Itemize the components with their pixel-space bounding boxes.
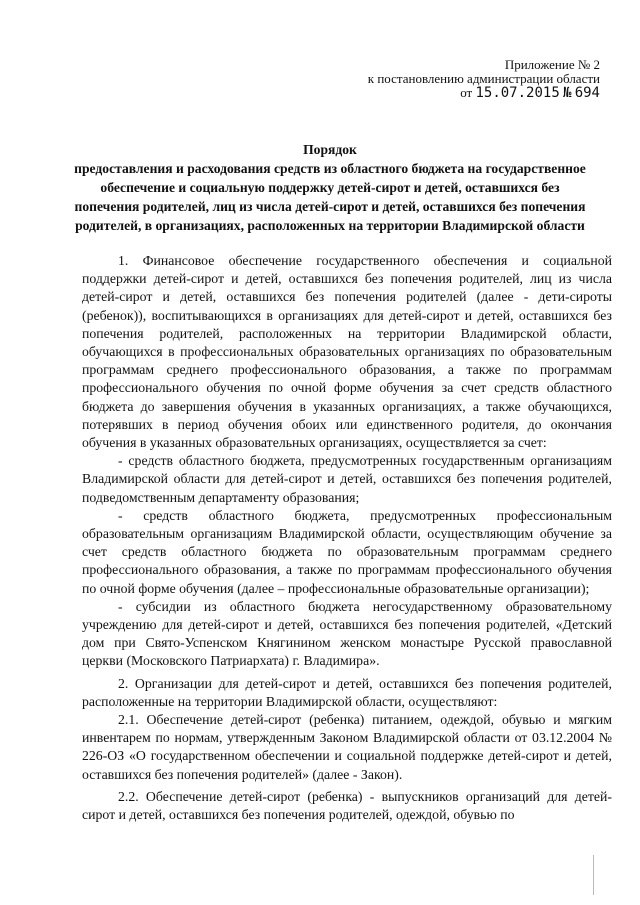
appendix-number: 694 <box>574 85 600 101</box>
appendix-header <box>368 58 600 100</box>
title-line2: предоставления и расходования средств из областного бюджета на государственное обеспечение и социальную поддержку детей-сирот и детей, оставшихся без попечения родителей, лиц из числа детей-сирот и детей, оставшихся без попечения родителей, в организациях, расположенных на территории Владимирской области <box>74 161 586 233</box>
paragraph: - средств областного бюджета, предусмотренных государственным организациям Владимирской области для детей-сирот и детей, оставшихся без попечения родителей, подведомственным департаменту образования; <box>82 453 612 505</box>
document-body <box>82 252 612 824</box>
appendix-line1: Приложение № 2 <box>504 57 600 72</box>
appendix-line3 <box>368 86 600 100</box>
appendix-number-sign: № <box>563 85 572 101</box>
appendix-line2: к постановлению администрации области <box>367 71 600 86</box>
paragraph: 2.1. Обеспечение детей-сирот (ребенка) питанием, одеждой, обувью и мягким инвентарем по нормам, утвержденным Законом Владимирской области от 03.12.2004 № 226-ОЗ «О государственном обеспечении и социальной поддержке детей-сирот и детей, оставшихся без попечения родителей» (далее - Закон). <box>82 712 612 782</box>
paragraph: - средств областного бюджета, предусмотренных профессиональным образовательным организациям Владимирской области, осуществляющим обучение за счет средств областного бюджета по образовательным программам среднего профессионального образования, а также по программам профессионального обучения по очной форме обучения (далее – профессиональные образовательные организации); <box>82 507 612 596</box>
document-title <box>70 140 590 235</box>
paragraph: - субсидии из областного бюджета негосударственному образовательному учреждению для детей-сирот и детей, оставшихся без попечения родителей, «Детский дом при Свято-Успенском Княгинином женском монастыре Русской православной церкви (Московского Патриархата) г. Владимира». <box>82 598 612 669</box>
paragraph: 2.2. Обеспечение детей-сирот (ребенка) - выпускников организаций для детей-сирот и детей, оставшихся без попечения родителей, одеждой, обувью по <box>82 788 612 823</box>
title-line1: Порядок <box>303 142 357 157</box>
paragraph: 1. Финансовое обеспечение государственного обеспечения и социальной поддержки детей-сирот и детей, оставшихся без попечения родителей, лиц из числа детей-сирот и детей, оставшихся без попечения родителей (далее - дети-сироты (ребенок)), воспитывающихся в организациях для детей-сирот и детей, оставшихся без попечения родителей, расположенных на территории Владимирской области, обучающихся в профессиональных образовательных организациях по образовательным программам среднего профессионального образования, а также по программам профессионального обучения по очной форме обучения за счет средств областного бюджета до завершения обучения в указанных организациях, а также обучающихся, потерявших в период обучения обоих или единственного родителя, до окончания обучения в указанных образовательных организациях, осуществляется за счет: <box>82 253 612 451</box>
appendix-date: 15.07.2015 <box>475 85 560 101</box>
scan-mark <box>593 855 594 895</box>
paragraph: 2. Организации для детей-сирот и детей, оставшихся без попечения родителей, расположенные на территории Владимирской области, осуществляют: <box>82 675 612 709</box>
appendix-from: от <box>460 85 473 100</box>
